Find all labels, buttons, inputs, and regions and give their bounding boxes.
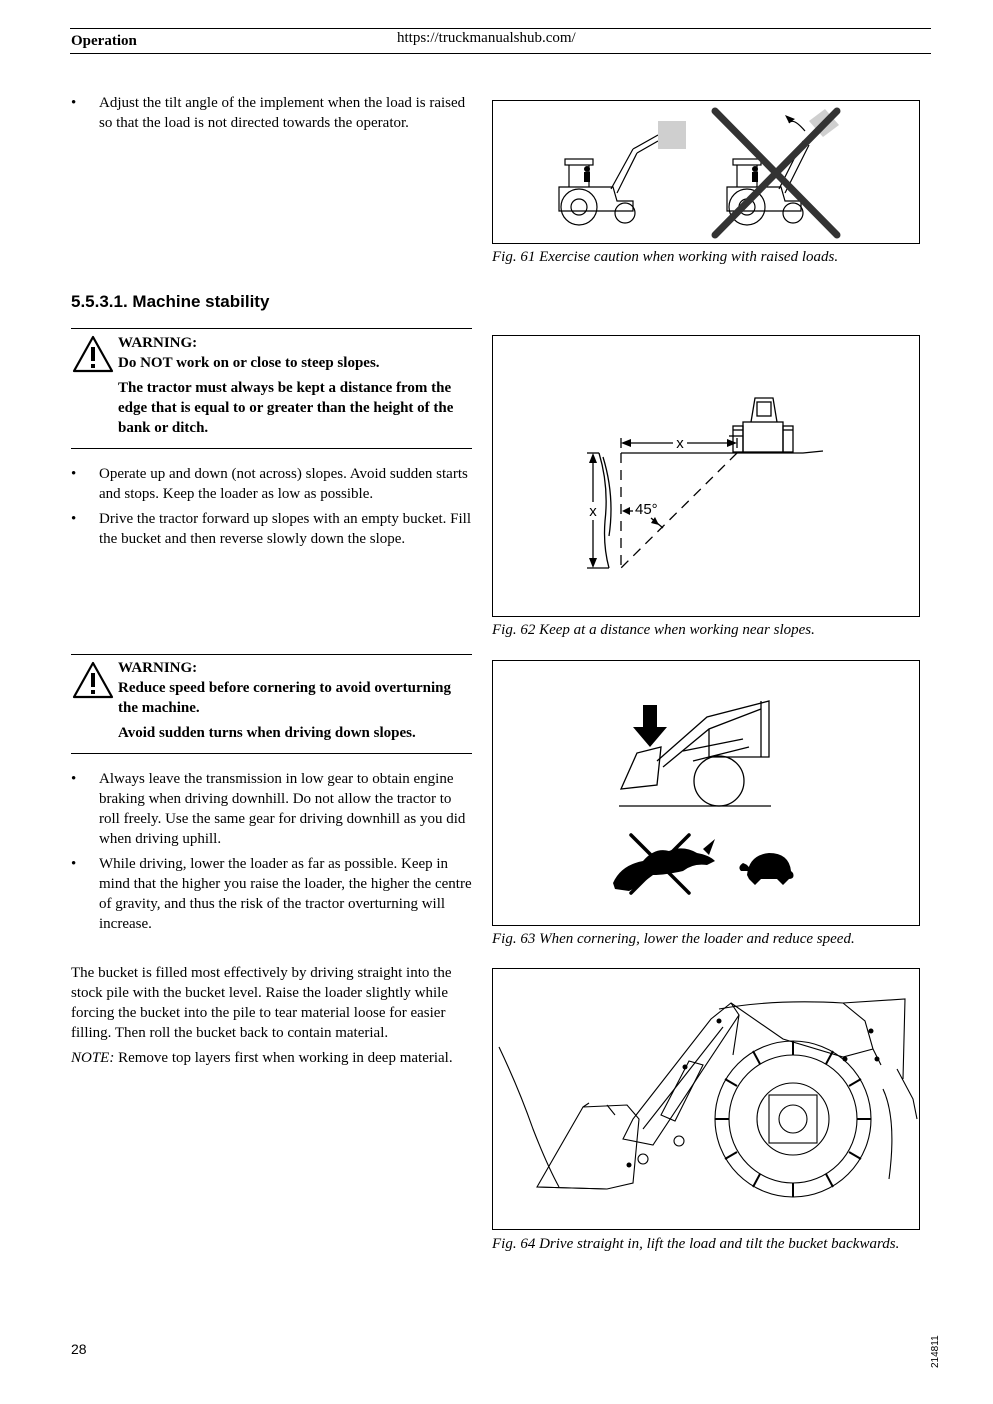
warning-box-cornering: [71, 654, 472, 754]
header-section-title: Operation: [71, 33, 137, 49]
header-rule-bottom: [70, 53, 931, 54]
list-item: • Drive the tractor forward up slopes with an empty bucket. Fill the bucket and then reverse slowly down the slope.: [71, 509, 473, 549]
lower-loader-reduce-speed-illustration: [493, 661, 921, 927]
slope-bullet-list: [71, 464, 473, 554]
section-heading: 5.5.3.1. Machine stability: [71, 292, 270, 311]
warning-text: Reduce speed before cornering to avoid overturning the machine.: [118, 680, 452, 716]
header-url: https://truckmanualshub.com/: [397, 30, 576, 46]
bucket-filling-text: [71, 963, 473, 1073]
paragraph: The bucket is filled most effectively by driving straight into the stock pile with the bucket level. Raise the loader slightly while forcing the bucket into the pile to tear material loose for easier filling. Then roll the bucket back to contain material.: [71, 965, 452, 1041]
list-item: • Always leave the transmission in low gear to obtain engine braking when driving downhill. Do not allow the tractor to roll freely. Use the same gear for driving downhill as you did when driving uphill.: [71, 769, 473, 849]
slope-distance-diagram: [493, 336, 921, 618]
list-item: • Operate up and down (not across) slopes. Avoid sudden starts and stops. Keep the loader as low as possible.: [71, 464, 473, 504]
angle-label: 45°: [635, 501, 658, 518]
list-item: • Adjust the tilt angle of the implement when the load is raised so that the load is not directed towards the operator.: [71, 93, 473, 133]
drive-bullet-list: [71, 769, 473, 939]
header-rule-top: [70, 28, 931, 29]
intro-bullet-list: [71, 93, 473, 138]
document-id: 214811: [930, 1335, 941, 1368]
figure-61: [492, 100, 920, 244]
warning-text: Do NOT work on or close to steep slopes.: [118, 355, 380, 371]
warning-label: WARNING:: [118, 335, 198, 351]
page-number: 28: [71, 1341, 87, 1357]
warning-triangle-icon: [72, 661, 114, 699]
warning-box-slopes: [71, 328, 472, 449]
top-dimension-label: x: [676, 435, 684, 452]
figure-64-caption: Fig. 64 Drive straight in, lift the load and tilt the bucket backwards.: [492, 1236, 900, 1252]
figure-64: [492, 968, 920, 1230]
warning-text: The tractor must always be kept a distance from the edge that is equal to or greater than the height of the bank or ditch.: [118, 380, 454, 436]
loader-bucket-illustration: [493, 969, 921, 1231]
figure-63: [492, 660, 920, 926]
figure-62-caption: Fig. 62 Keep at a distance when working near slopes.: [492, 622, 815, 638]
figure-61-caption: Fig. 61 Exercise caution when working with raised loads.: [492, 249, 839, 265]
warning-text: Avoid sudden turns when driving down slopes.: [118, 725, 416, 741]
figure-62: [492, 335, 920, 617]
tractor-raised-load-illustration: [493, 101, 921, 245]
figure-63-caption: Fig. 63 When cornering, lower the loader and reduce speed.: [492, 931, 855, 947]
note: [71, 1048, 473, 1068]
note-label: NOTE:: [71, 1050, 115, 1066]
warning-label: WARNING:: [118, 660, 198, 676]
note-text: Remove top layers first when working in deep material.: [114, 1050, 453, 1066]
list-item: • While driving, lower the loader as far as possible. Keep in mind that the higher you raise the loader, the higher the centre of gravity, and thus the risk of the tractor overturning will increase.: [71, 854, 473, 934]
warning-triangle-icon: [72, 335, 114, 373]
side-dimension-label: x: [589, 503, 597, 520]
